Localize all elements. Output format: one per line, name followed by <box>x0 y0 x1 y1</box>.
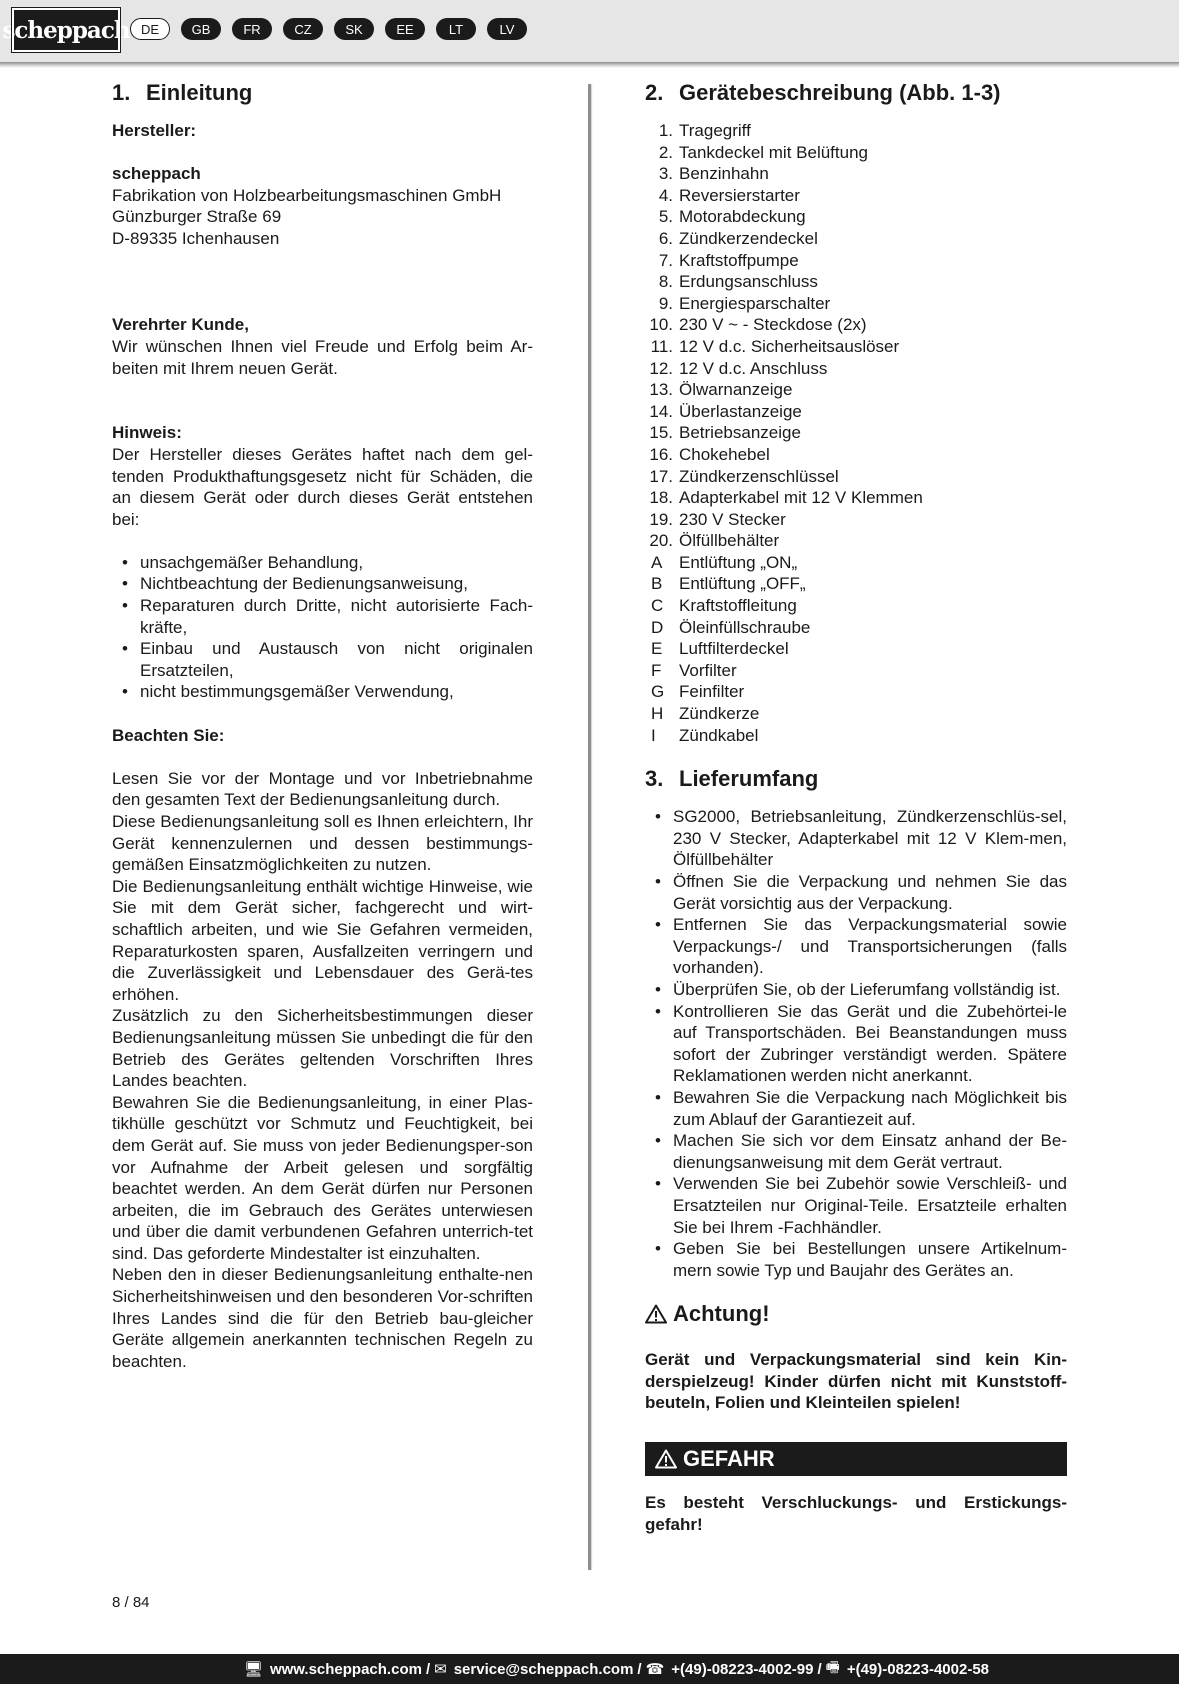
part-item: 10. 230 V ~ - Steckdose (2x) <box>649 315 867 335</box>
part-item: 18. Adapterkabel mit 12 V Klemmen <box>649 488 923 508</box>
part-item: B Entlüftung „OFF„ <box>651 574 806 594</box>
fax-icon: 🖷 <box>825 1658 840 1676</box>
part-item: 7. Kraftstoffpumpe <box>658 250 799 270</box>
header-shadow <box>0 62 1179 68</box>
language-selector <box>130 18 527 40</box>
part-item: E Luftfilterdeckel <box>651 639 789 659</box>
part-item: 14. Überlastanzeige <box>649 401 802 421</box>
note-list <box>112 552 533 703</box>
lang-sk[interactable]: SK <box>334 18 374 40</box>
list-item: • Bewahren Sie die Verpackung nach Möglichkeit bis zum Ablauf der Garantiezeit auf. <box>645 1087 1067 1130</box>
paragraph: Zusätzlich zu den Sicherheitsbestimmungen dieser Bedienungsanleitung müssen Sie unbedingt die für den Betrieb des Gerätes geltenden Vorschriften Ihres Landes beachten. <box>112 1006 533 1091</box>
manufacturer-address <box>112 163 533 249</box>
part-item: 17. Zündkerzenschlüssel <box>649 466 839 486</box>
brand-logo: scheppach <box>12 8 120 52</box>
danger-text: Es besteht Verschluckungs- und Erstickungs-gefahr! <box>645 1493 1067 1534</box>
computer-icon: 🖥 <box>243 1661 263 1678</box>
part-item: 8. Erdungsanschluss <box>658 272 818 292</box>
lang-de[interactable]: DE <box>130 18 170 40</box>
list-item: • Verwenden Sie bei Zubehör sowie Verschleiß- und Ersatzteilen nur Original-Teile. Ersatzteile erhalten Sie bei Ihrem -Fachhändler. <box>645 1173 1067 1238</box>
list-item: • unsachgemäßer Behandlung, <box>112 552 533 574</box>
part-item: G Feinfilter <box>651 682 745 702</box>
address-line: Fabrikation von Holzbearbeitungsmaschinen GmbH <box>112 185 502 205</box>
paragraph: Bewahren Sie die Bedienungsanleitung, in einer Plas-tikhülle geschützt vor Schmutz und Feuchtigkeit, bei dem Gerät auf. Sie muss von jeder Bedienungsper-son vor Aufnahme der Arbeit gelesen und sorgfältig beachtet werden. An dem Gerät dürfen nur Personen arbeiten, die im Gebrauch des Gerätes unterwiesen und über die damit verbundenen Gefahren unterrich-tet sind. Das geforderte Mindestalter ist einzuhalten. <box>112 1092 533 1263</box>
section-heading-lieferumfang: 3. Lieferumfang <box>645 766 819 792</box>
mail-icon: ✉ <box>434 1661 447 1678</box>
page-number: 8 / 84 <box>112 1594 150 1611</box>
list-item: • Entfernen Sie das Verpackungsmaterial sowie Verpackungs-/ und Transportsicherungen (falls vorhanden). <box>645 914 1067 979</box>
part-item: 19. 230 V Stecker <box>649 509 786 529</box>
footer-email-link[interactable]: service@scheppach.com <box>453 1660 634 1678</box>
observe-text <box>112 768 533 1373</box>
header-bar <box>0 0 1179 62</box>
part-item: 15. Betriebsanzeige <box>649 423 801 443</box>
footer-fax: +(49)-08223-4002-58 <box>846 1660 989 1678</box>
lang-lt[interactable]: LT <box>436 18 476 40</box>
note-label: Hinweis: <box>112 423 182 443</box>
part-item: 20. Ölfüllbehälter <box>649 531 780 551</box>
part-item: 9. Energiesparschalter <box>658 293 831 313</box>
phone-icon: ☎ <box>645 1661 665 1678</box>
part-item: 11. 12 V d.c. Sicherheitsauslöser <box>650 336 900 356</box>
footer-website-link[interactable]: www.scheppach.com <box>269 1660 422 1678</box>
customer-label: Verehrter Kunde, <box>112 315 249 335</box>
parts-list <box>645 120 1067 746</box>
part-item: 6. Zündkerzendeckel <box>658 228 818 248</box>
list-item: • Reparaturen durch Dritte, nicht autorisierte Fach-kräfte, <box>112 595 533 638</box>
list-item: • Öffnen Sie die Verpackung und nehmen Sie das Gerät vorsichtig aus der Verpackung. <box>645 871 1067 914</box>
list-item: • Machen Sie sich vor dem Einsatz anhand der Be-dienungsanweisung mit dem Gerät vertraut. <box>645 1130 1067 1173</box>
footer-bar <box>0 1654 1179 1684</box>
right-column <box>645 78 1067 1535</box>
list-item: • Nichtbeachtung der Bedienungsanweisung, <box>112 573 533 595</box>
list-item: • Einbau und Austausch von nicht originalen Ersatzteilen, <box>112 638 533 681</box>
list-item: • Geben Sie bei Bestellungen unsere Artikelnum-mern sowie Typ und Baujahr des Gerätes an. <box>645 1238 1067 1281</box>
part-item: 2. Tankdeckel mit Belüftung <box>658 142 868 162</box>
list-item: • Kontrollieren Sie das Gerät und die Zubehörtei-le auf Transportschäden. Bei Beanstandungen muss sofort der Zubringer verständigt werden. Spätere Reklamationen werden nicht anerkannt. <box>645 1001 1067 1087</box>
part-item: 4. Reversierstarter <box>658 185 800 205</box>
part-item: I Zündkabel <box>651 725 759 745</box>
paragraph: Die Bedienungsanleitung enthält wichtige Hinweise, wie Sie mit dem Gerät sicher, fachgerecht und wirt-schaftlich arbeiten, und wie Sie Gefahren vermeiden, Reparaturkosten sparen, Ausfallzeiten verringern und die Zuverlässigkeit und Lebensdauer des Gerä-tes erhöhen. <box>112 876 533 1004</box>
warning-triangle-icon <box>645 1304 667 1324</box>
part-item: A Entlüftung „ON„ <box>651 552 798 572</box>
footer-separator: / <box>425 1660 431 1678</box>
manufacturer-label: Hersteller: <box>112 121 197 140</box>
part-item: 5. Motorabdeckung <box>658 207 806 227</box>
observe-label: Beachten Sie: <box>112 725 225 745</box>
lang-cz[interactable]: CZ <box>283 18 323 40</box>
part-item: C Kraftstoffleitung <box>651 596 797 616</box>
paragraph: Lesen Sie vor der Montage und vor Inbetriebnahme den gesamten Text der Bedienungsanleitung durch. <box>112 768 533 810</box>
company-name: scheppach <box>112 164 201 184</box>
part-item: F Vorfilter <box>651 660 737 680</box>
part-item: 3. Benzinhahn <box>658 164 769 184</box>
lang-fr[interactable]: FR <box>232 18 272 40</box>
part-item: 1. Tragegriff <box>658 121 751 140</box>
address-line: D-89335 Ichenhausen <box>112 228 280 248</box>
part-item: H Zündkerze <box>651 704 760 724</box>
delivery-list <box>645 806 1067 1281</box>
part-item: 13. Ölwarnanzeige <box>649 380 793 400</box>
left-column <box>112 78 533 1372</box>
customer-text: Wir wünschen Ihnen viel Freude und Erfolg beim Ar-beiten mit Ihrem neuen Gerät. <box>112 336 533 378</box>
list-item: • Überprüfen Sie, ob der Lieferumfang vollständig ist. <box>645 979 1067 1001</box>
footer-separator: / <box>637 1660 642 1678</box>
attention-text: Gerät und Verpackungsmaterial sind kein Kin-derspielzeug! Kinder dürfen nicht mit Kunststoff-beuteln, Folien und Kleinteilen spielen! <box>645 1350 1067 1413</box>
paragraph: Diese Bedienungsanleitung soll es Ihnen erleichtern, Ihr Gerät kennenzulernen und dessen bestimmungs-gemäßen Einsatzmöglichkeiten zu nutzen. <box>112 812 533 875</box>
column-divider <box>588 84 591 1570</box>
lang-ee[interactable]: EE <box>385 18 425 40</box>
section-heading-einleitung: 1. Einleitung <box>112 80 253 105</box>
list-item: • nicht bestimmungsgemäßer Verwendung, <box>112 681 533 703</box>
part-item: 12. 12 V d.c. Anschluss <box>649 358 828 378</box>
lang-gb[interactable]: GB <box>181 18 221 40</box>
part-item: 16. Chokehebel <box>649 444 770 464</box>
paragraph: Neben den in dieser Bedienungsanleitung enthalte-nen Sicherheitshinweisen und den besonderen Vor-schriften Ihres Landes sind die für den Betrieb bau-gleicher Geräte allgemein anerkannten technischen Regeln zu beachten. <box>112 1265 533 1371</box>
lang-lv[interactable]: LV <box>487 18 527 40</box>
footer-phone: +(49)-08223-4002-99 <box>671 1660 814 1678</box>
attention-heading: Achtung! <box>645 1299 1067 1329</box>
list-item: • SG2000, Betriebsanleitung, Zündkerzenschlüs-sel, 230 V Stecker, Adapterkabel mit 12 V Klem-men, Ölfüllbehälter <box>645 806 1067 871</box>
section-heading-geraetebeschreibung: 2. Gerätebeschreibung (Abb. 1-3) <box>645 80 1001 105</box>
part-item: D Öleinfüllschraube <box>651 617 811 637</box>
note-text: Der Hersteller dieses Gerätes haftet nach dem gel-tenden Produkthaftungsgesetz nicht für Schäden, die an diesem Gerät oder durch dieses Gerät entstehen bei: <box>112 444 533 529</box>
danger-banner: GEFAHR <box>645 1442 1067 1476</box>
footer-separator: / <box>817 1660 822 1678</box>
address-line: Günzburger Straße 69 <box>112 207 282 227</box>
warning-triangle-icon <box>655 1449 677 1469</box>
